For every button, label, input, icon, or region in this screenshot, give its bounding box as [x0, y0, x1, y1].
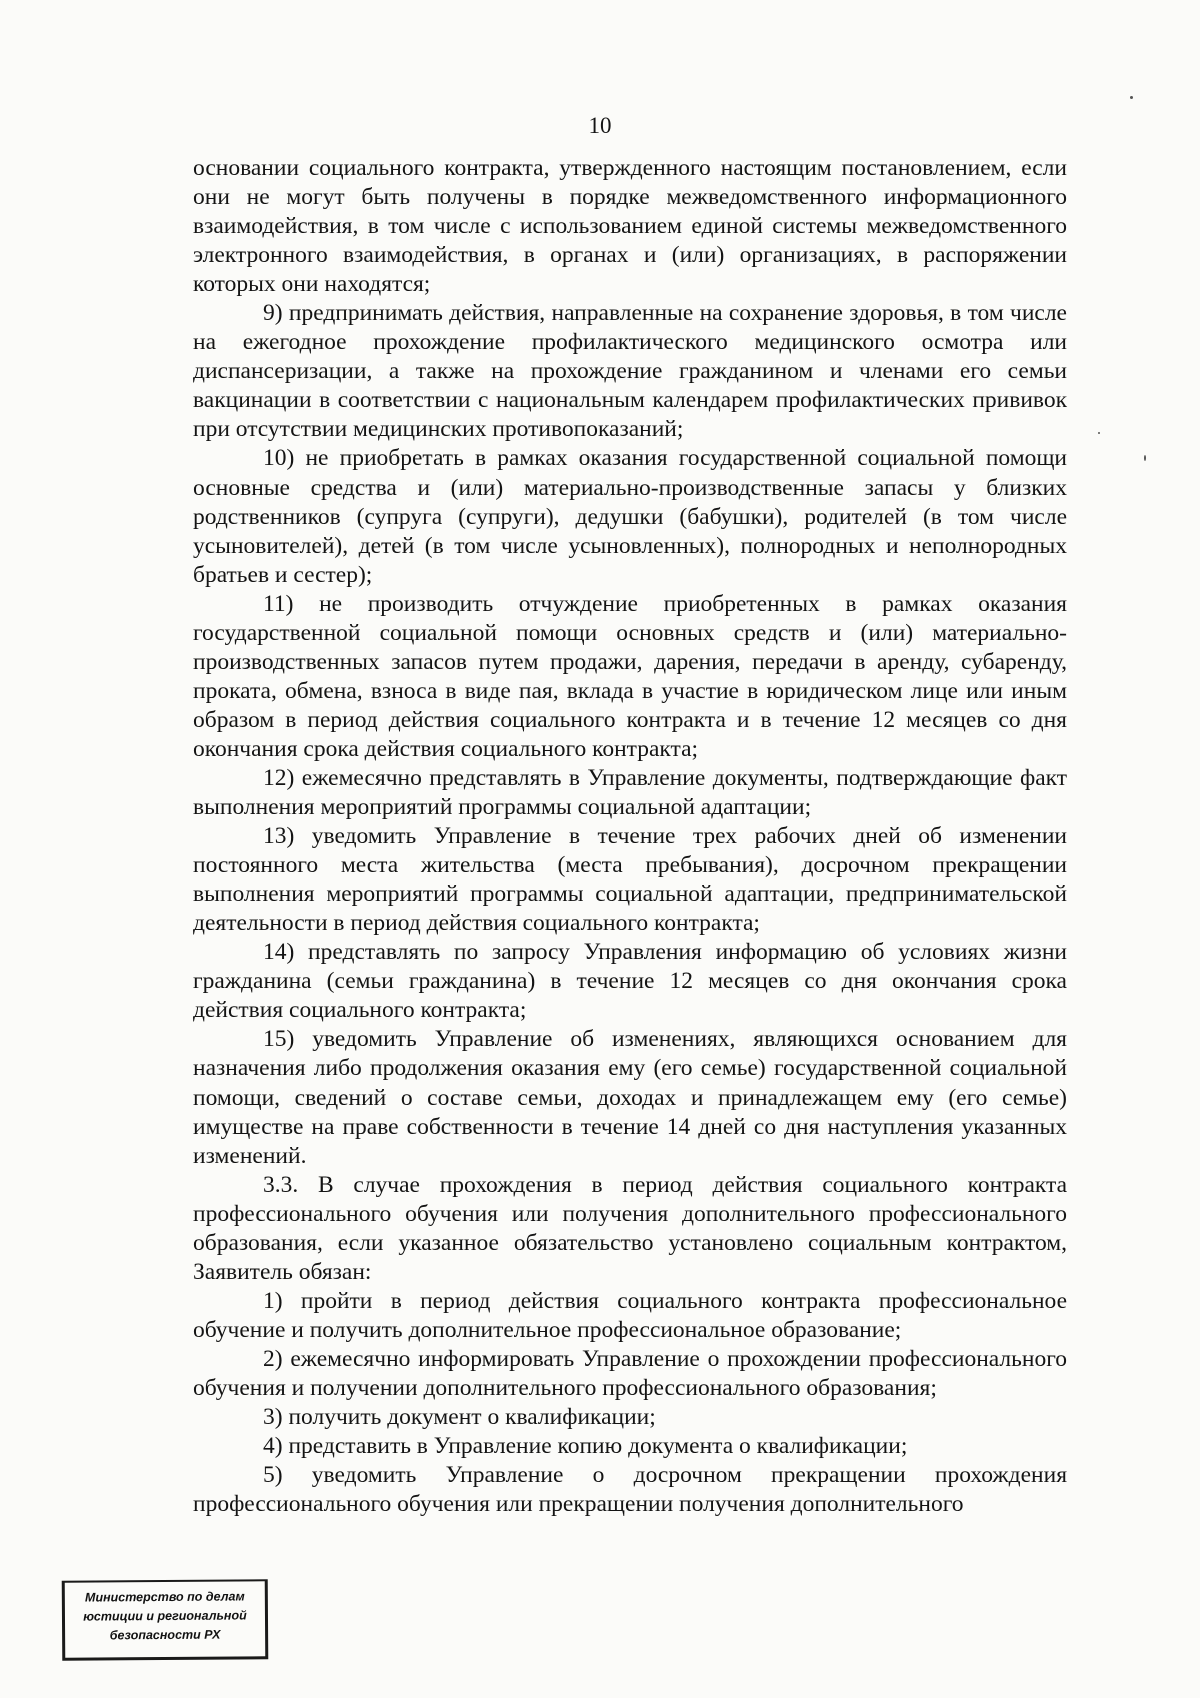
paragraph-item-15: 15) уведомить Управление об изменениях, являющихся основанием для назначения либо продолжения оказания ему (его семье) государственной социальной помощи, сведений о составе семьи, доходах и принадлежащем ему (его семье) имуществе на праве собственности в течение 14 дней со дня наступления указанных изменений. — [193, 1026, 1067, 1169]
paragraph-item-10: 10) не приобретать в рамках оказания государственной социальной помощи основные средства и (или) материально-производственные запасы у близких родственников (супруга (супруги), дедушки (бабушки), родителей (в том числе усыновителей), детей (в том числе усыновленных), полнородных и неполнородных братьев и сестер); — [193, 445, 1067, 588]
scan-speck — [1098, 432, 1100, 434]
paragraph-obligation-1: 1) пройти в период действия социального контракта профессиональное обучение и получить дополнительное профессиональное образование; — [193, 1287, 1067, 1343]
paragraph-obligation-3: 3) получить документ о квалификации; — [263, 1404, 656, 1431]
ministry-stamp — [62, 1579, 269, 1660]
stamp-line: Министерство по делам — [84, 1589, 245, 1605]
paragraph-item-13: 13) уведомить Управление в течение трех рабочих дней об изменении постоянного места жительства (места пребывания), досрочном прекращении выполнения мероприятий программы социальной адаптации, предпринимательской деятельности в период действия социального контракта; — [193, 823, 1067, 937]
paragraph-obligation-2: 2) ежемесячно информировать Управление о прохождении профессионального обучения и получении дополнительного профессионального образования; — [193, 1345, 1067, 1401]
scan-speck — [1130, 96, 1133, 99]
paragraph-obligation-4: 4) представить в Управление копию документа о квалификации; — [263, 1433, 908, 1460]
paragraph-section-3-3: 3.3. В случае прохождения в период действия социального контракта профессионального обучения или получения дополнительного профессионального образования, если указанное обязательство установлено социальным контрактом, Заявитель обязан: — [193, 1171, 1067, 1285]
scan-speck — [1144, 455, 1146, 461]
stamp-line: безопасности РХ — [109, 1627, 221, 1643]
stamp-line: юстиции и региональной — [83, 1608, 247, 1624]
paragraph-item-11: 11) не производить отчуждение приобретенных в рамках оказания государственной социальной помощи основных средств и (или) материально-производственных запасов путем продажи, дарения, передачи в аренду, субаренду, проката, обмена, взноса в виде пая, вклада в участие в юридическом лице или иным образом в период действия социального контракта и в течение 12 месяцев со дня окончания срока действия социального контракта; — [193, 590, 1067, 762]
paragraph-item-14: 14) представлять по запросу Управления информацию об условиях жизни гражданина (семьи гражданина) в течение 12 месяцев со дня окончания срока действия социального контракта; — [193, 939, 1067, 1024]
document-body — [193, 154, 1067, 1519]
paragraph-item-12: 12) ежемесячно представлять в Управление документы, подтверждающие факт выполнения мероприятий программы социальной адаптации; — [193, 764, 1067, 821]
page-number: 10 — [588, 113, 612, 138]
paragraph-obligation-5: 5) уведомить Управление о досрочном прекращении прохождения профессионального обучения или прекращении получения дополнительного — [193, 1462, 1067, 1518]
paragraph-continuation: основании социального контракта, утвержденного настоящим постановлением, если они не могут быть получены в порядке межведомственного информационного взаимодействия, в том числе с использованием единой системы межведомственного электронного взаимодействия, в органах и (или) организациях, в распоряжении которых они находятся; — [193, 155, 1067, 298]
paragraph-item-9: 9) предпринимать действия, направленные на сохранение здоровья, в том числе на ежегодное прохождение профилактического медицинского осмотра или диспансеризации, а также на прохождение гражданином и членами его семьи вакцинации в соответствии с национальным календарем профилактических прививок при отсутствии медицинских противопоказаний; — [193, 300, 1067, 443]
